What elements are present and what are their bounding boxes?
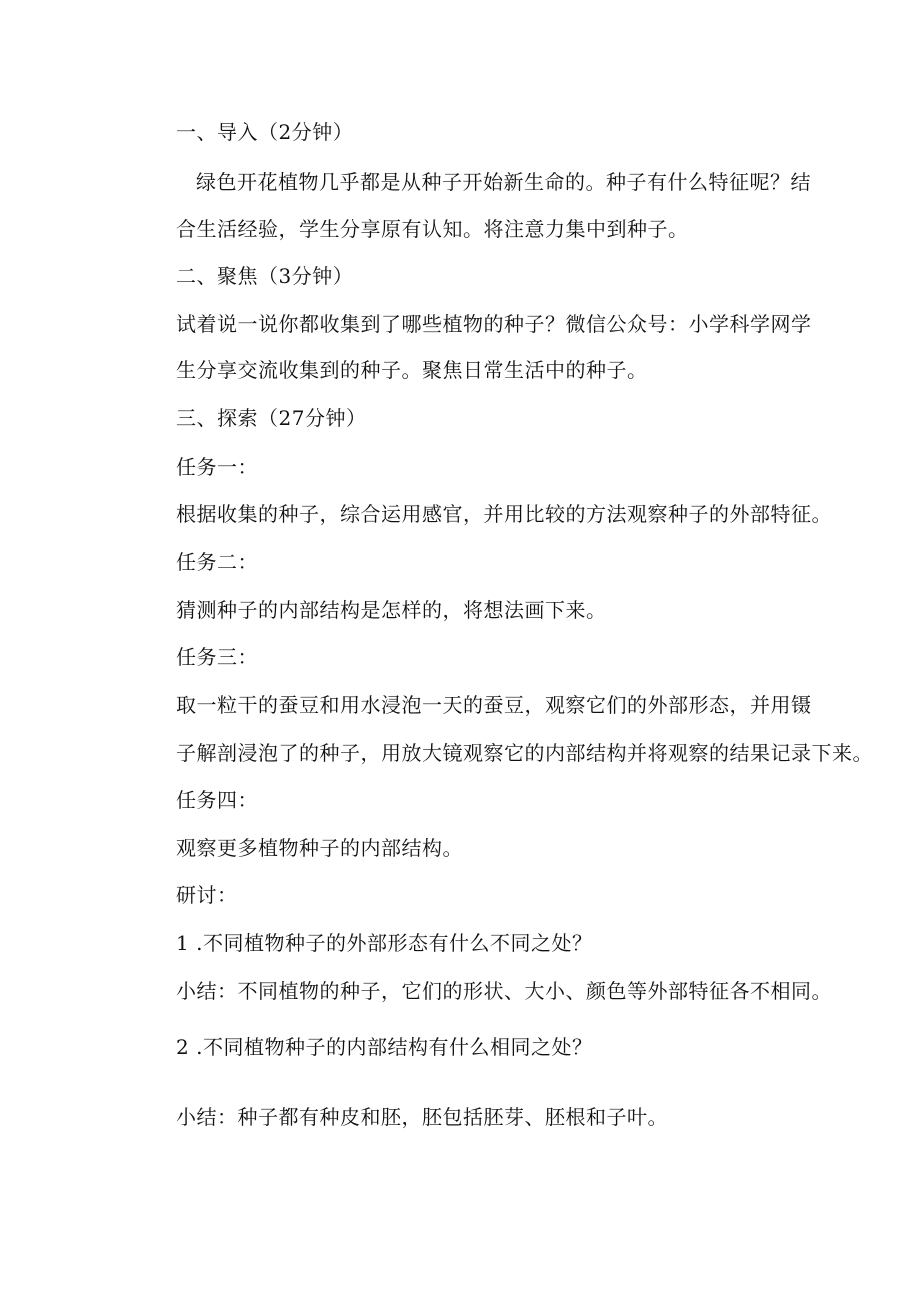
- task-4-title: 任务四：: [176, 788, 258, 812]
- discussion-summary-1: 小结：不同植物的种子，它们的形状、大小、颜色等外部特征各不相同。: [176, 979, 832, 1003]
- task-2-text: 猜测种子的内部结构是怎样的，将想法画下来。: [176, 598, 607, 622]
- section-2-heading: 二、聚焦（3分钟）: [176, 264, 354, 288]
- discussion-title: 研讨：: [176, 883, 238, 907]
- task-3-title: 任务三：: [176, 645, 258, 669]
- discussion-question-2: 2 .不同植物种子的内部结构有什么相同之处？: [176, 1035, 593, 1059]
- discussion-summary-2: 小结：种子都有种皮和胚，胚包括胚芽、胚根和子叶。: [176, 1105, 668, 1129]
- section-1-text-line-1: 绿色开花植物几乎都是从种子开始新生命的。种子有什么特征呢？结: [196, 170, 811, 194]
- section-1-text-line-2: 合生活经验，学生分享原有认知。将注意力集中到种子。: [176, 217, 689, 241]
- section-2-text-line-1: 试着说一说你都收集到了哪些植物的种子？微信公众号：小学科学网学: [176, 312, 812, 336]
- section-2-text-line-2: 生分享交流收集到的种子。聚焦日常生活中的种子。: [176, 358, 648, 382]
- task-1-title: 任务一：: [176, 455, 258, 479]
- task-1-text: 根据收集的种子，综合运用感官，并用比较的方法观察种子的外部特征。: [176, 502, 832, 526]
- task-3-text-line-2: 子解剖浸泡了的种子，用放大镜观察它的内部结构并将观察的结果记录下来。: [176, 741, 873, 765]
- task-3-text-line-1: 取一粒干的蚕豆和用水浸泡一天的蚕豆，观察它们的外部形态，并用镊: [176, 693, 812, 717]
- task-2-title: 任务二：: [176, 550, 258, 574]
- task-4-text: 观察更多植物种子的内部结构。: [176, 836, 463, 860]
- discussion-question-1: 1 .不同植物种子的外部形态有什么不同之处？: [176, 931, 593, 955]
- section-1-heading: 一、导入（2分钟）: [176, 120, 354, 144]
- section-3-heading: 三、探索（27分钟）: [176, 406, 367, 430]
